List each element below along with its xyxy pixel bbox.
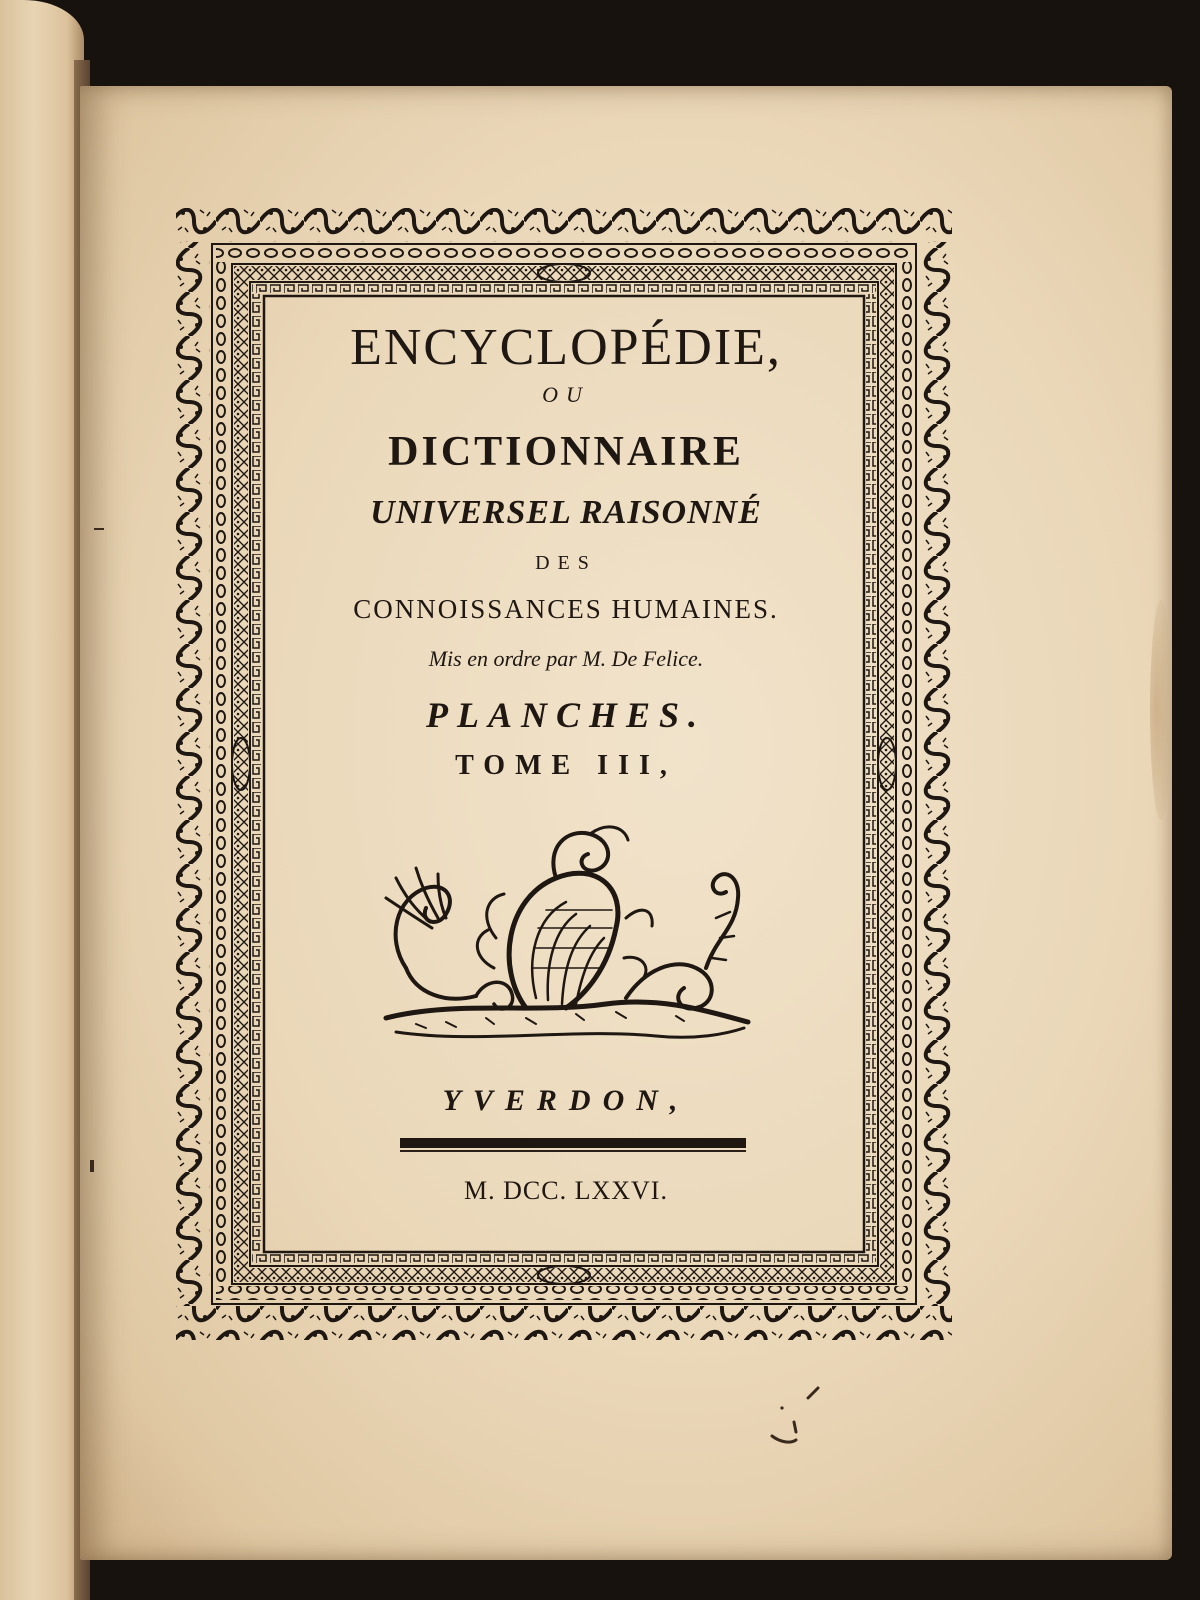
subtitle-line-1: DICTIONNAIRE	[388, 429, 744, 475]
imprint-rule	[400, 1138, 746, 1148]
paper-mark	[760, 1384, 840, 1454]
paper-speck	[90, 1160, 94, 1172]
rococo-shell-cartouche-icon	[376, 818, 756, 1058]
imprint-place: YVERDON,	[442, 1084, 690, 1117]
previous-page-edge	[0, 0, 84, 1600]
title-text-block	[272, 296, 860, 1226]
section-title: PLANCHES.	[425, 695, 707, 735]
volume-number: TOME III,	[455, 750, 677, 781]
page-curl-shadow	[1150, 600, 1172, 820]
subtitle-line-3: DES	[535, 552, 597, 574]
subtitle-line-4: CONNOISSANCES HUMAINES.	[353, 594, 779, 624]
paper-speck	[94, 528, 104, 530]
subtitle-line-2: UNIVERSEL RAISONNÉ	[370, 494, 762, 531]
imprint-rule-thin	[400, 1150, 746, 1152]
conjunction-text: OU	[542, 382, 590, 407]
editor-line: Mis en ordre par M. De Felice.	[428, 646, 704, 671]
book-title: ENCYCLOPÉDIE,	[350, 319, 782, 376]
imprint-year: M. DCC. LXXVI.	[464, 1176, 668, 1205]
